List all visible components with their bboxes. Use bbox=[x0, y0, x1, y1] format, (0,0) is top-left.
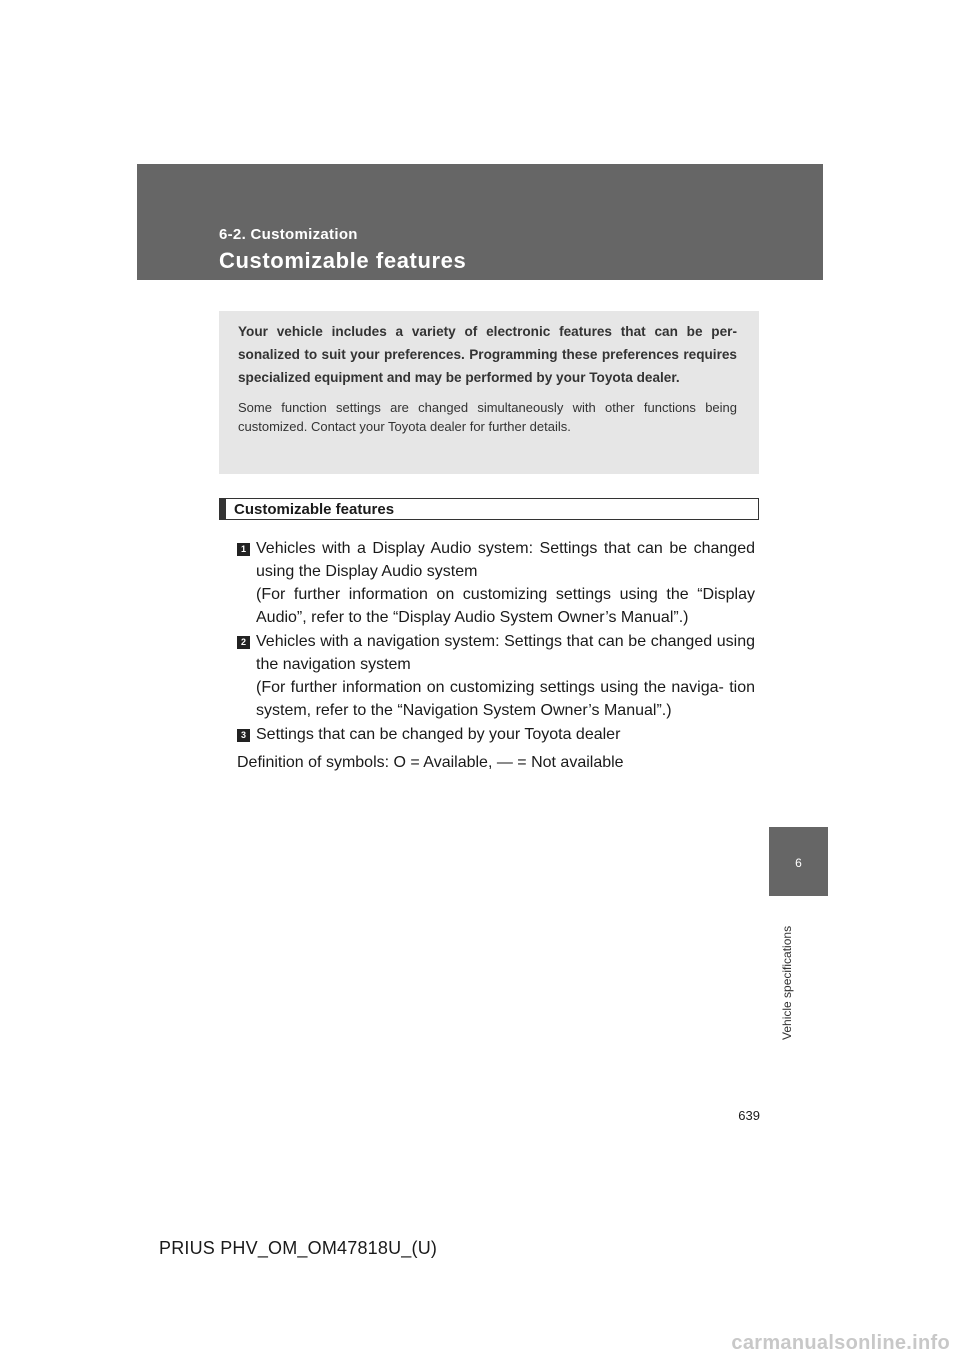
intro-text: Your vehicle includes a variety of electronic features that can be per- sonalized to suit your preferences. Programming these preferences requires specialized equipment and may be performed by your Toyota dealer. bbox=[238, 324, 737, 385]
list-item-note: (For further information on customizing settings using the “Display Audio”, refer to the “Display Audio System Owner’s Manual”.) bbox=[256, 586, 755, 626]
intro-note: Some function settings are changed simultaneously with other functions being customized. Contact your Toyota dealer for further details. bbox=[238, 400, 737, 434]
list-item-text: Settings that can be changed by your Toyota dealer bbox=[256, 726, 621, 743]
watermark: carmanualsonline.info bbox=[731, 1332, 950, 1354]
list-item-note: (For further information on customizing settings using the naviga- tion system, refer to the “Navigation System Owner’s Manual”.) bbox=[256, 679, 755, 719]
page-number: 639 bbox=[738, 1108, 760, 1123]
list-item-text: Vehicles with a navigation system: Settings that can be changed using the navigation system bbox=[256, 633, 755, 673]
chapter-tab-number: 6 bbox=[795, 856, 802, 870]
footer-document-code: PRIUS PHV_OM_OM47818U_(U) bbox=[159, 1238, 438, 1258]
intro-box bbox=[219, 311, 759, 474]
number-1-icon: 1 bbox=[237, 543, 250, 556]
list-item bbox=[237, 630, 755, 722]
list-item bbox=[237, 723, 755, 746]
number-2-icon: 2 bbox=[237, 636, 250, 649]
list-item-text: Vehicles with a Display Audio system: Settings that can be changed using the Display Audio system bbox=[256, 540, 755, 580]
chapter-side-label-text: Vehicle specifications bbox=[780, 925, 794, 1040]
section-number: 6-2. Customization bbox=[219, 226, 358, 243]
subsection-heading-label: Customizable features bbox=[234, 501, 395, 518]
subsection-heading bbox=[219, 498, 759, 520]
page-title: Customizable features bbox=[219, 248, 467, 273]
chapter-tab bbox=[769, 827, 828, 896]
list-item bbox=[237, 537, 755, 629]
symbol-definition: Definition of symbols: O = Available, — = Not available bbox=[237, 754, 624, 771]
number-3-icon: 3 bbox=[237, 729, 250, 742]
